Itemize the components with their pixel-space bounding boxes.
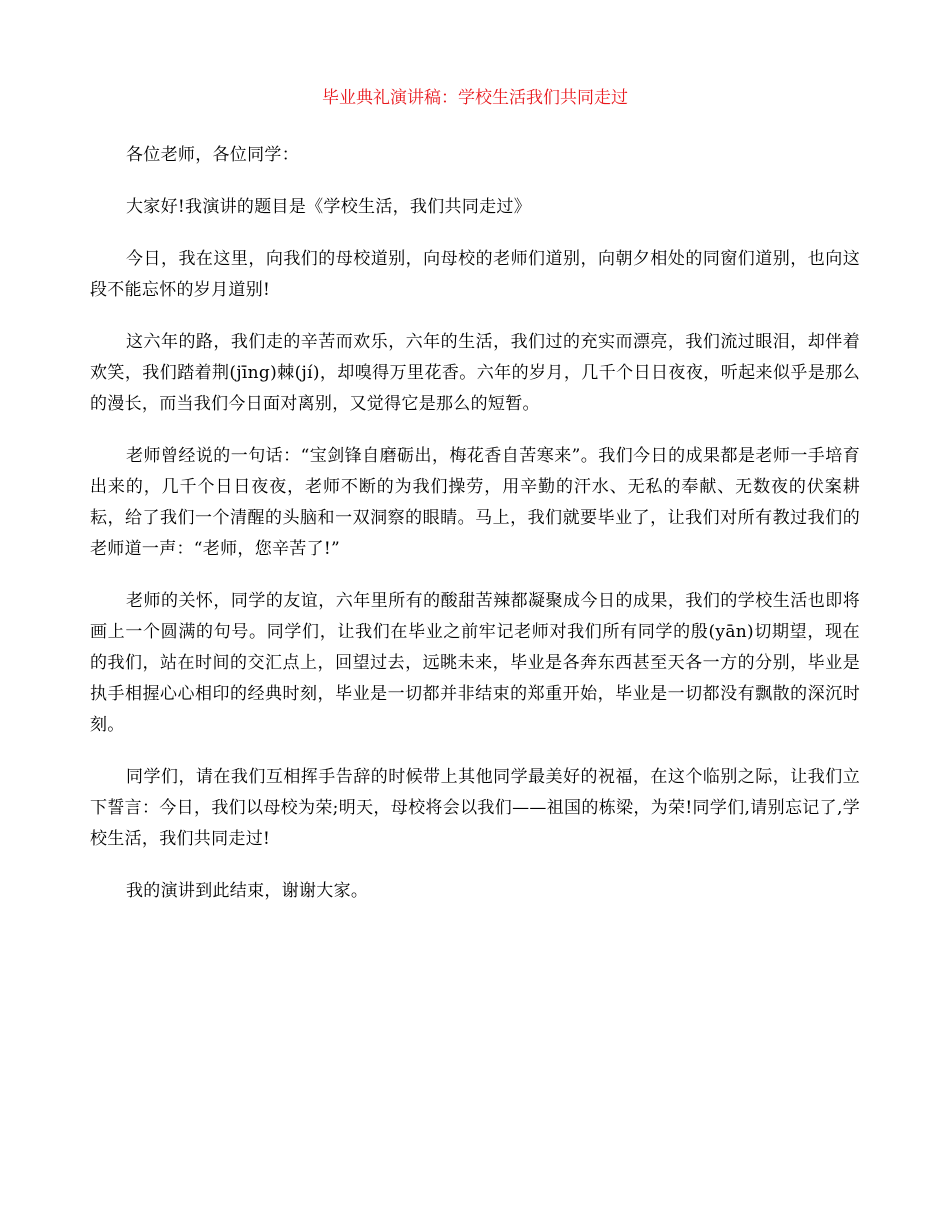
paragraph-graduation: 老师的关怀，同学的友谊，六年里所有的酸甜苦辣都凝聚成今日的成果，我们的学校生活也即将画上一个圆满的句号。同学们，让我们在毕业之前牢记老师对我们所有同学的殷(yān)切期望，现在的我们，站在时间的交汇点上，回望过去，远眺未来，毕业是各奔东西甚至天各一方的分别，毕业是执手相握心心相印的经典时刻，毕业是一切都并非结束的郑重开始，毕业是一切都没有飘散的深沉时刻。 <box>90 591 860 735</box>
paragraph-teachers: 老师曾经说的一句话：“宝剑锋自磨砺出，梅花香自苦寒来”。我们今日的成果都是老师一手培育出来的，几千个日日夜夜，老师不断的为我们操劳，用辛勤的汗水、无私的奉献、无数夜的伏案耕耘，给了我们一个清醒的头脑和一双洞察的眼睛。马上，我们就要毕业了，让我们对所有教过我们的老师道一声：“老师，您辛苦了!” <box>90 446 860 559</box>
paragraph-closing: 我的演讲到此结束，谢谢大家。 <box>126 881 369 901</box>
paragraph-six-years: 这六年的路，我们走的辛苦而欢乐，六年的生活，我们过的充实而漂亮，我们流过眼泪，却伴着欢笑，我们踏着荆(jīng)棘(jí)，却嗅得万里花香。六年的岁月，几千个日日夜夜，听起来似乎是那么的漫长，而当我们今日面对离别，又觉得它是那么的短暂。 <box>90 332 860 414</box>
paragraph-greeting: 各位老师，各位同学： <box>126 145 299 165</box>
document-title: 毕业典礼演讲稿：学校生活我们共同走过 <box>322 88 628 108</box>
paragraph-farewell: 今日，我在这里，向我们的母校道别，向母校的老师们道别，向朝夕相处的同窗们道别，也向这段不能忘怀的岁月道别! <box>90 249 860 300</box>
paragraph-vow: 同学们，请在我们互相挥手告辞的时候带上其他同学最美好的祝福，在这个临别之际，让我们立下誓言：今日，我们以母校为荣;明天，母校将会以我们——祖国的栋梁，为荣!同学们,请别忘记了,学校生活，我们共同走过! <box>90 767 860 849</box>
document-page <box>90 86 860 928</box>
paragraph-intro: 大家好!我演讲的题目是《学校生活，我们共同走过》 <box>126 197 532 217</box>
